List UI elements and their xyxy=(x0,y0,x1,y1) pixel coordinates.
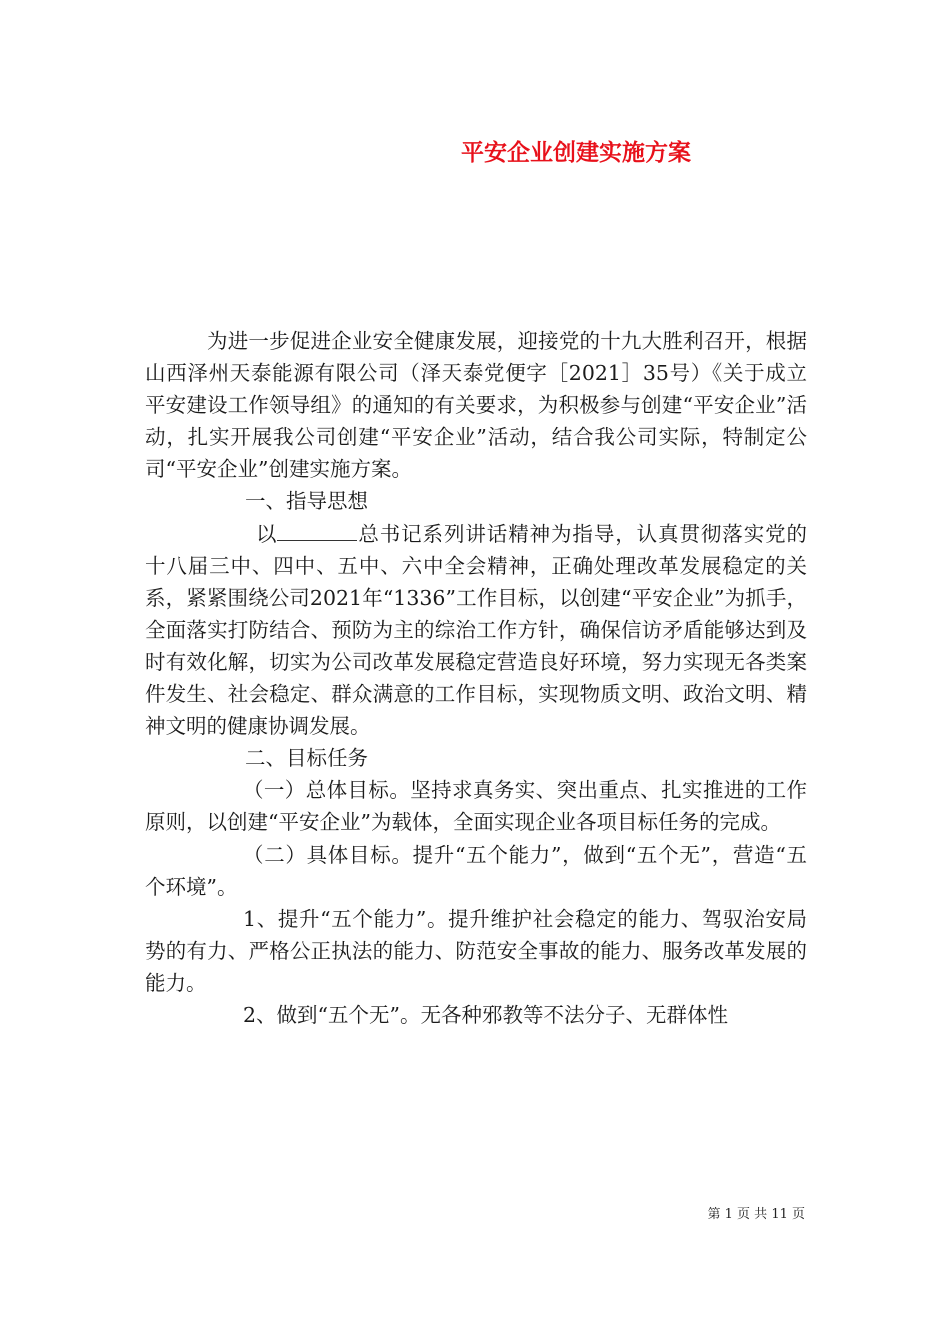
guide-text: 总书记系列讲话精神为指导，认真贯彻落实党的十八届三中、四中、五中、六中全会精神，正确处理改革发展稳定的关系，紧紧围绕公司2021年“1336”工作目标，以创建“平安企业”为抓手，全面落实打防结合、预防为主的综治工作方针，确保信访矛盾能够达到及时有效化解，切实为公司改革发展稳定营造良好环境，努力实现无各类案件发生、社会稳定、群众满意的工作目标，实现物质文明、政治文明、精神文明的健康协调发展。 xyxy=(145,521,808,739)
paragraph-item-1: 1、提升“五个能力”。提升维护社会稳定的能力、驾驭治安局势的有力、严格公正执法的能力、防范安全事故的能力、服务改革发展的能力。 xyxy=(145,906,807,995)
page-title: 平安企业创建实施方案 xyxy=(461,139,691,166)
guide-prefix: 以 xyxy=(256,521,278,546)
document-body xyxy=(145,325,807,1031)
paragraph-guiding-thought xyxy=(145,518,807,743)
page-footer: 第 1 页 共 11 页 xyxy=(707,1207,805,1222)
paragraph-item-2: 2、做到“五个无”。无各种邪教等不法分子、无群体性 xyxy=(243,1002,729,1027)
section-heading-guiding-thought: 一、指导思想 xyxy=(245,489,368,514)
paragraph-overall-target: （一）总体目标。坚持求真务实、突出重点、扎实推进的工作原则，以创建“平安企业”为载体，全面实现企业各项目标任务的完成。 xyxy=(145,778,807,835)
blank-underline xyxy=(277,522,357,541)
paragraph-intro: 为进一步促进企业安全健康发展，迎接党的十九大胜利召开，根据山西泽州天泰能源有限公司（泽天泰党便字［2021］35号）《关于成立平安建设工作领导组》的通知的有关要求，为积极参与创建“平安企业”活动，扎实开展我公司创建“平安企业”活动，结合我公司实际，特制定公司“平安企业”创建实施方案。 xyxy=(145,329,807,482)
paragraph-specific-target: （二）具体目标。提升“五个能力”，做到“五个无”，营造“五个环境”。 xyxy=(145,842,807,899)
section-heading-targets: 二、目标任务 xyxy=(245,746,368,771)
